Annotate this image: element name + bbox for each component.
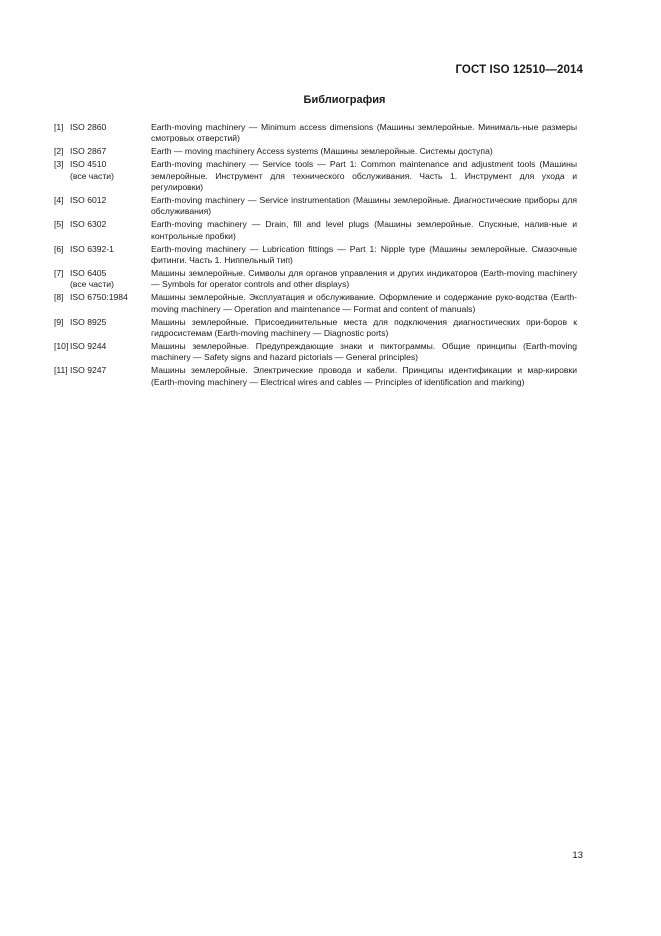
bibliography-entry — [54, 122, 577, 145]
entry-reference — [54, 195, 151, 218]
entry-description: Earth-moving machinery — Lubrication fittings — Part 1: Nipple type (Машины землеройные. Смазочные фитинги. Часть 1. Ниппельный тип) — [151, 243, 577, 265]
entry-standard: ISO 2867 — [70, 146, 107, 157]
entry-reference — [54, 317, 151, 340]
entry-reference — [54, 146, 151, 157]
entry-number: [8] — [54, 292, 64, 303]
entry-description: Earth-moving machinery — Minimum access dimensions (Машины землеройные. Минималь-ные размеры смотровых отверстий) — [151, 122, 577, 144]
bibliography-entry — [54, 195, 577, 218]
entry-number: [1] — [54, 122, 64, 132]
entry-reference — [54, 219, 151, 242]
bibliography-entry — [54, 292, 577, 315]
entry-standard: ISO 4510 — [70, 159, 107, 170]
entry-reference — [54, 292, 151, 315]
entry-number: [5] — [54, 219, 64, 230]
entry-parts-note: (все части) — [70, 170, 114, 181]
entry-standard: ISO 6750:1984 — [70, 292, 128, 303]
entry-reference — [54, 244, 151, 267]
entry-standard: ISO 6405 — [70, 267, 107, 278]
entry-number: [4] — [54, 194, 64, 205]
entry-description: Машины землеройные. Предупреждающие знаки и пиктограммы. Общие принципы (Earth-moving machinery — Safety signs and hazard pictorials — General principles) — [151, 340, 577, 363]
entry-reference — [54, 268, 151, 291]
entry-description: Машины землеройные. Электрические провода и кабели. Принципы идентификации и мар-кировки (Earth-moving machinery — Electrical wires and cables — Principles of identification and marking) — [151, 365, 577, 387]
document-header — [455, 64, 583, 76]
entry-description: Earth-moving machinery — Service instrumentation (Машины землеройные. Диагностические приборы для обслуживания) — [151, 194, 577, 217]
entry-number: [9] — [54, 316, 64, 327]
bibliography-entry — [54, 146, 577, 157]
bibliography-entry — [54, 219, 577, 242]
bibliography-entry — [54, 341, 577, 364]
entry-description: Машины землеройные. Эксплуатация и обслуживание. Оформление и содержание руко-водства (Earth-moving machinery — Operation and maintenance — Format and content of manuals) — [151, 292, 577, 314]
entry-number: [2] — [54, 146, 64, 157]
entry-description: Earth — moving machinery Access systems (Машины землеройные. Системы доступа) — [151, 146, 493, 157]
entry-standard: ISO 8925 — [70, 316, 107, 327]
entry-standard: ISO 9247 — [70, 365, 107, 376]
entry-number: [6] — [54, 243, 64, 254]
page-title: Библиография — [303, 94, 386, 106]
entry-description: Машины землеройные. Символы для органов управления и других индикаторов (Earth-moving machinery — Symbols for operator controls and other displays) — [151, 267, 577, 290]
bibliography-list — [54, 122, 577, 389]
entry-number: [3] — [54, 159, 64, 170]
standard-code: ГОСТ ISO 12510—2014 — [455, 64, 583, 76]
entry-number: [11] — [54, 365, 68, 376]
bibliography-entry — [54, 317, 577, 340]
entry-standard: ISO 6302 — [70, 219, 107, 230]
bibliography-entry — [54, 365, 577, 388]
page-number: 13 — [572, 850, 583, 861]
entry-standard: ISO 2860 — [70, 122, 107, 132]
entry-standard: ISO 9244 — [70, 340, 107, 351]
entry-reference — [54, 365, 151, 388]
entry-description: Машины землеройные. Присоединительные места для подключения диагностических при-боров к гидросистемам (Earth-moving machinery — Diagnostic ports) — [151, 316, 577, 338]
entry-parts-note: (все части) — [70, 279, 114, 290]
entry-number: [10] — [54, 340, 69, 351]
entry-standard: ISO 6392-1 — [70, 243, 114, 254]
entry-description: Earth-moving machinery — Drain, fill and level plugs (Машины землеройные. Спускные, налив-ные и контрольные пробки) — [151, 219, 577, 241]
entry-number: [7] — [54, 267, 64, 278]
bibliography-entry — [54, 268, 577, 291]
bibliography-entry — [54, 244, 577, 267]
entry-reference — [54, 122, 151, 145]
entry-standard: ISO 6012 — [70, 194, 107, 205]
bibliography-entry — [54, 159, 577, 193]
entry-reference — [54, 159, 151, 193]
entry-reference — [54, 341, 151, 364]
entry-description: Earth-moving machinery — Service tools — Part 1: Common maintenance and adjustment tools (Машины землеройные. Инструмент для технического обслуживания. Часть 1. Инструмент для ухода и регулировки) — [151, 159, 577, 193]
